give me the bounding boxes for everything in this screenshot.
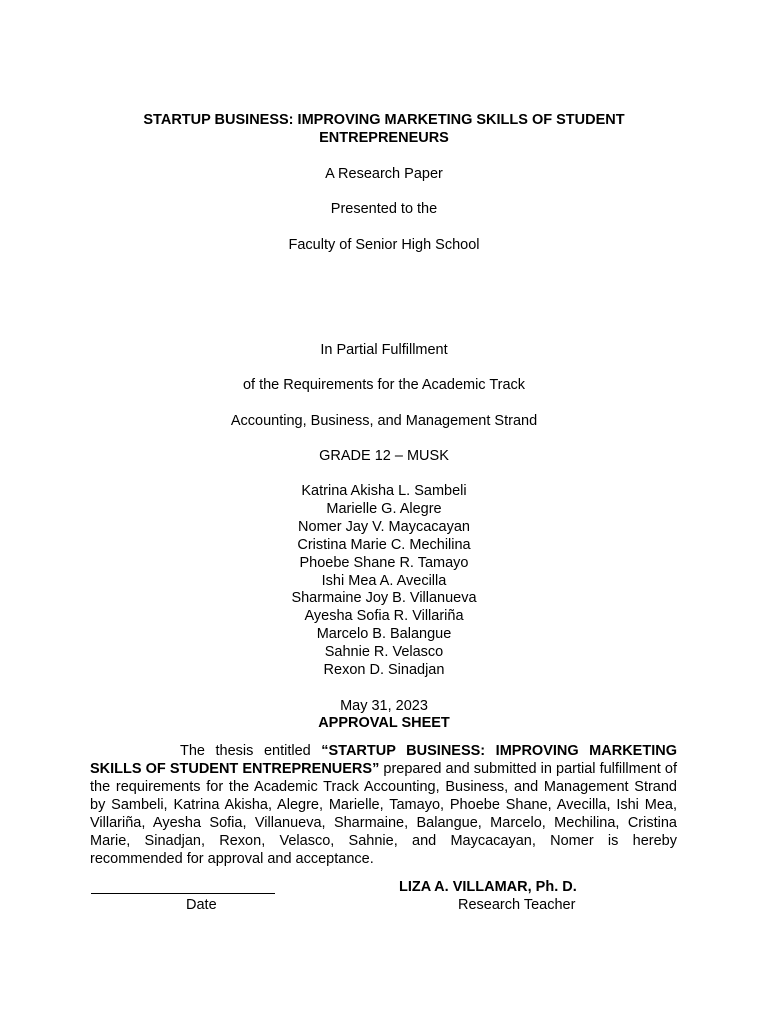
approval-sheet-heading: APPROVAL SHEET bbox=[318, 715, 450, 731]
author-name: Phoebe Shane R. Tamayo bbox=[299, 554, 469, 571]
date-label: Date bbox=[186, 897, 217, 913]
presented-to-line: Presented to the bbox=[330, 201, 438, 217]
paper-title: STARTUP BUSINESS: IMPROVING MARKETING SKILLS OF STUDENT ENTREPRENEURS bbox=[143, 112, 625, 146]
author-name: Ishi Mea A. Avecilla bbox=[321, 572, 447, 589]
signatory-name: LIZA A. VILLAMAR, Ph. D. bbox=[399, 879, 577, 895]
approval-paragraph bbox=[90, 742, 677, 868]
approval-intro: The thesis entitled bbox=[180, 743, 322, 759]
partial-fulfillment-line: In Partial Fulfillment bbox=[320, 342, 448, 358]
author-name: Rexon D. Sinadjan bbox=[323, 662, 445, 679]
author-name: Sahnie R. Velasco bbox=[324, 644, 444, 661]
author-name: Katrina Akisha L. Sambeli bbox=[301, 483, 467, 499]
requirements-line: of the Requirements for the Academic Track bbox=[242, 377, 526, 393]
author-name: Marcelo B. Balangue bbox=[316, 626, 452, 643]
faculty-line: Faculty of Senior High School bbox=[288, 237, 480, 253]
submission-date: May 31, 2023 bbox=[340, 698, 428, 714]
strand-line: Accounting, Business, and Management Strand bbox=[230, 413, 538, 429]
grade-line: GRADE 12 – MUSK bbox=[319, 448, 449, 464]
signatory-role: Research Teacher bbox=[458, 897, 576, 913]
author-name: Sharmaine Joy B. Villanueva bbox=[291, 590, 477, 607]
approval-body: prepared and submitted in partial fulfillment of the requirements for the Academic Track Accounting, Business, and Management Strand by Sambeli, Katrina Akisha, Alegre, Marielle, Tamayo, Phoebe Shane, Avecilla, Ishi Mea, Villariña, Ayesha Sofia, Villanueva, Sharmaine, Balangue, Marcelo, Mechilina, Cristina Marie, Sinadjan, Rexon, Velasco, Sahnie, and Maycacayan, Nomer is hereby recommended for approval and acceptance. bbox=[90, 761, 677, 867]
date-signature-line bbox=[91, 893, 275, 894]
author-list bbox=[0, 483, 768, 680]
author-name: Nomer Jay V. Maycacayan bbox=[298, 518, 470, 535]
thesis-title: “STARTUP BUSINESS: IMPROVING MARKETING SKILLS OF STUDENT ENTREPRENUERS” bbox=[90, 743, 677, 777]
author-name: Cristina Marie C. Mechilina bbox=[297, 536, 471, 553]
author-name: Marielle G. Alegre bbox=[326, 500, 442, 517]
author-name: Ayesha Sofia R. Villariña bbox=[304, 608, 464, 625]
research-paper-line: A Research Paper bbox=[325, 166, 443, 182]
